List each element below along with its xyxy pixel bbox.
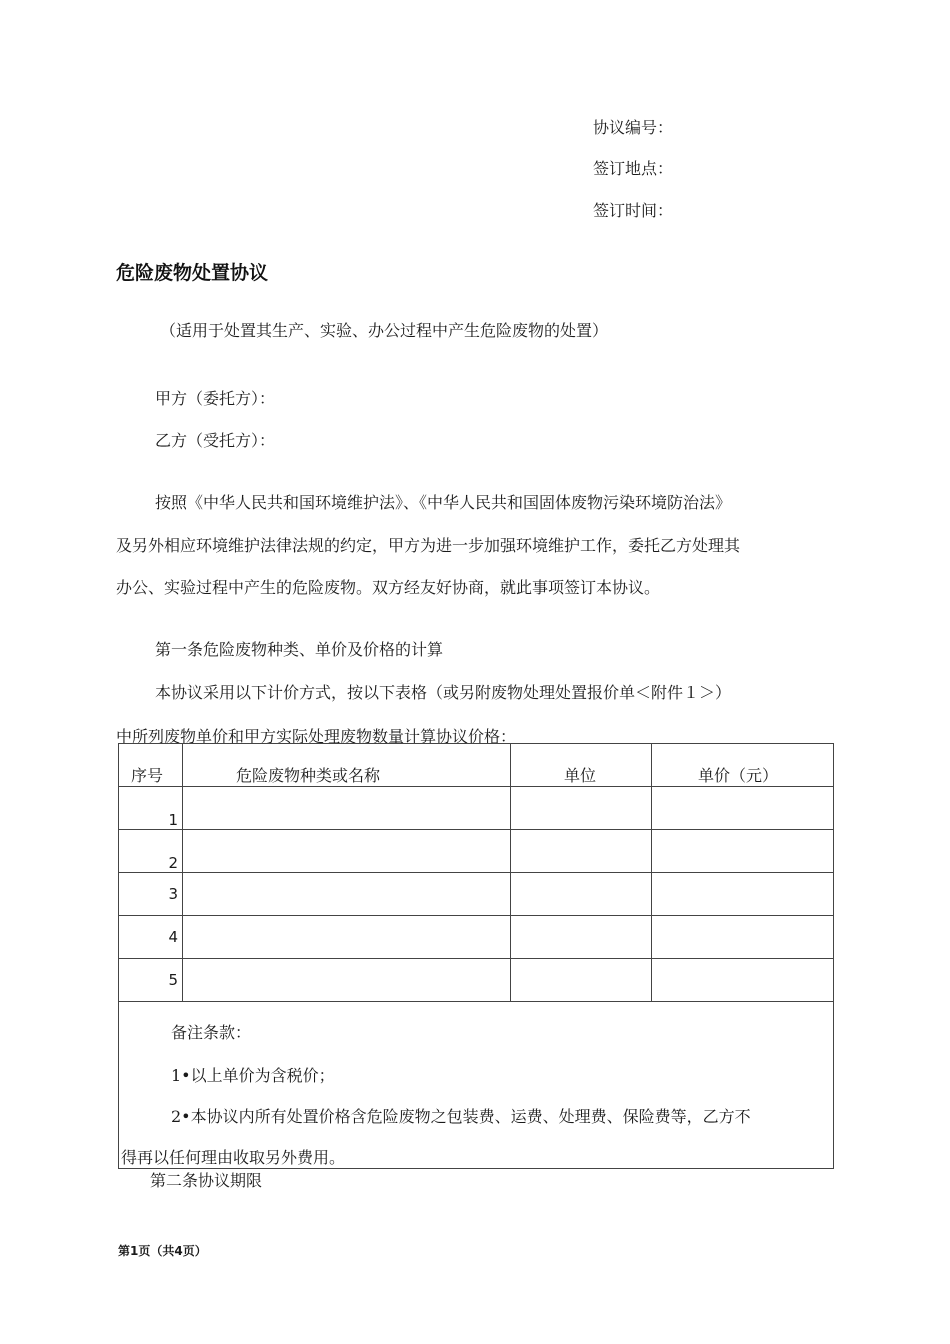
notes-cell [119, 1002, 834, 1169]
table-header-row [119, 744, 834, 787]
article-1-body-line-2: 中所列废物单价和甲方实际处理废物数量计算协议价格： [116, 727, 517, 746]
row-unit-price [652, 916, 834, 959]
article-1-title: 第一条危险废物种类、单价及价格的计算 [155, 640, 444, 659]
document-subtitle: （适用于处置其生产、实验、办公过程中产生危险废物的处置） [160, 321, 609, 340]
note-2-line-1: 2•本协议内所有处置价格含危险废物之包装费、运费、处理费、保险费等，乙方不 [171, 1107, 751, 1126]
intro-paragraph-line-3: 办公、实验过程中产生的危险废物。双方经友好协商，就此事项签订本协议。 [116, 578, 661, 597]
signing-place-label: 签订地点： [593, 159, 674, 178]
table-row [119, 873, 834, 916]
article-1-body-line-1: 本协议采用以下计价方式，按以下表格（或另附废物处理处置报价单＜附件１＞） [155, 683, 732, 702]
intro-paragraph-line-1: 按照《中华人民共和国环境维护法》、《中华人民共和国固体废物污染环境防治法》 [155, 493, 732, 512]
signing-time-label: 签订时间： [593, 201, 674, 220]
row-unit [511, 787, 652, 830]
header-unit: 单位 [511, 744, 652, 787]
row-unit [511, 873, 652, 916]
row-waste-name [183, 916, 511, 959]
row-unit [511, 830, 652, 873]
note-1: 1•以上单价为含税价； [171, 1066, 335, 1085]
document-title: 危险废物处置协议 [116, 262, 269, 284]
table-row [119, 916, 834, 959]
row-unit [511, 916, 652, 959]
row-serial: 1 [119, 787, 183, 830]
waste-price-table [118, 743, 834, 1169]
page-footer: 第1页（共4页） [118, 1244, 207, 1258]
party-a-label: 甲方（委托方）： [155, 389, 276, 408]
notes-title: 备注条款： [171, 1023, 252, 1042]
table-row [119, 830, 834, 873]
intro-paragraph-line-2: 及另外相应环境维护法律法规的约定，甲方为进一步加强环境维护工作，委托乙方处理其 [116, 536, 741, 555]
row-waste-name [183, 787, 511, 830]
row-serial: 2 [119, 830, 183, 873]
note-2-line-2: 得再以任何理由收取另外费用。 [121, 1148, 346, 1167]
row-serial: 3 [119, 873, 183, 916]
header-serial: 序号 [119, 744, 183, 787]
table-notes-row [119, 1002, 834, 1169]
row-waste-name [183, 959, 511, 1002]
header-waste-name: 危险废物种类或名称 [183, 744, 511, 787]
table-row [119, 787, 834, 830]
article-2-title: 第二条协议期限 [150, 1171, 263, 1190]
row-waste-name [183, 873, 511, 916]
table-row [119, 959, 834, 1002]
row-unit-price [652, 830, 834, 873]
header-unit-price: 单价（元） [652, 744, 834, 787]
row-unit-price [652, 873, 834, 916]
row-unit-price [652, 787, 834, 830]
row-serial: 5 [119, 959, 183, 1002]
row-waste-name [183, 830, 511, 873]
party-b-label: 乙方（受托方）： [155, 431, 276, 450]
row-unit-price [652, 959, 834, 1002]
row-serial: 4 [119, 916, 183, 959]
agreement-number-label: 协议编号： [593, 118, 674, 137]
row-unit [511, 959, 652, 1002]
